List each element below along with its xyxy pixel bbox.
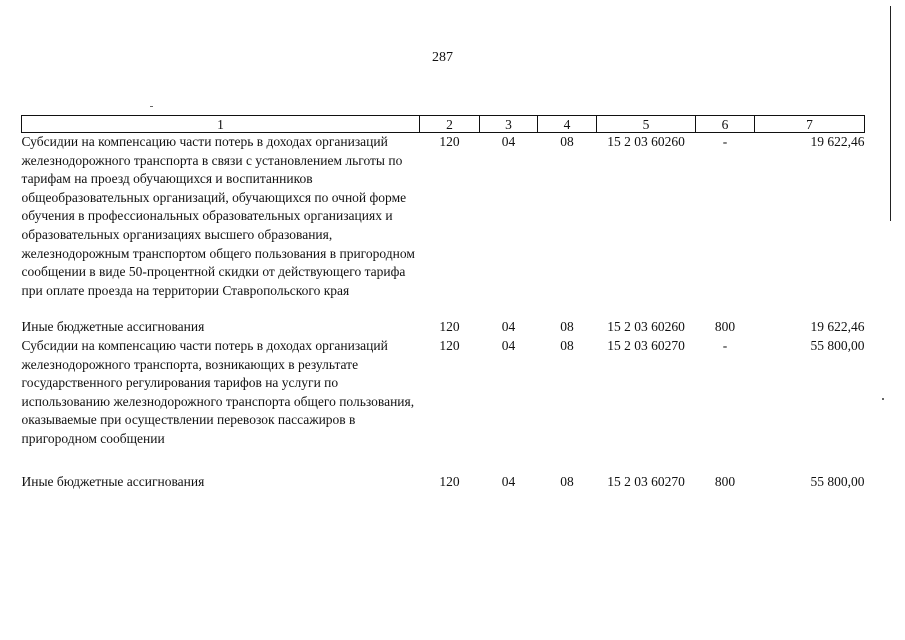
- cell-col4: 08: [560, 134, 574, 149]
- page-number: 287: [432, 50, 453, 65]
- column-header: 5: [597, 116, 696, 133]
- cell-col2: 120: [439, 134, 460, 149]
- cell-col2: 120: [439, 473, 460, 489]
- cell-col4: 08: [560, 473, 574, 489]
- row-description: Иные бюджетные ассигнования: [21, 319, 205, 335]
- cell-col3: 04: [501, 337, 516, 353]
- cell-col7: 19 622,46: [810, 134, 865, 149]
- column-header: 2: [420, 116, 480, 133]
- cell-col6: 800: [714, 473, 736, 489]
- cell-col3: 04: [501, 473, 516, 489]
- table-row: [22, 133, 865, 319]
- cell-col5: 15 2 03 60260: [607, 319, 685, 335]
- column-header: 3: [480, 116, 538, 133]
- table-row: [22, 473, 865, 492]
- column-header: 6: [696, 116, 755, 133]
- cell-col4: 08: [560, 319, 574, 335]
- cell-col2: 120: [439, 337, 460, 353]
- row-description: Субсидии на компенсацию части потерь в доходах организаций железнодорожного транспорта, возникающих в результате государственного регулирования тарифов на услуги по использованию железнодорожного транспорта общего пользования, оказываемые при осуществлении перевозок пассажиров в пригородном сообщении: [21, 337, 415, 446]
- budget-table: [21, 115, 865, 491]
- cell-col7: 19 622,46: [810, 319, 865, 335]
- row-description: Субсидии на компенсацию части потерь в доходах организаций железнодорожного транспорта в связи с установлением льготы по тарифам на проезд обучающихся и воспитанников общеобразовательных организаций, обучающихся по очной форме обучения в профессиональных образовательных организациях и образовательных организациях высшего образования, железнодорожным транспортом общего пользования в пригородном сообщении в виде 50-процентной скидки от действующего тарифа при оплате проезда на территории Ставропольского края: [21, 134, 415, 298]
- row-description: Иные бюджетные ассигнования: [21, 473, 205, 489]
- cell-col3: 04: [501, 134, 516, 149]
- cell-col7: 55 800,00: [810, 473, 865, 489]
- cell-col6: -: [722, 134, 728, 149]
- scan-speck: [150, 106, 153, 107]
- margin-rule: [890, 6, 891, 221]
- column-header: 4: [538, 116, 597, 133]
- cell-col5: 15 2 03 60260: [607, 134, 685, 149]
- cell-col4: 08: [560, 337, 574, 353]
- cell-col5: 15 2 03 60270: [607, 337, 685, 353]
- cell-col3: 04: [501, 319, 516, 335]
- table-row: [22, 337, 865, 473]
- table-header-row: [22, 116, 865, 133]
- table-row: [22, 318, 865, 337]
- cell-col7: 55 800,00: [810, 337, 865, 353]
- cell-col6: -: [722, 337, 728, 353]
- column-header: 1: [22, 116, 420, 133]
- cell-col6: 800: [714, 319, 736, 335]
- cell-col2: 120: [439, 319, 460, 335]
- column-header: 7: [755, 116, 865, 133]
- cell-col5: 15 2 03 60270: [607, 473, 685, 489]
- scan-speck: [882, 398, 884, 400]
